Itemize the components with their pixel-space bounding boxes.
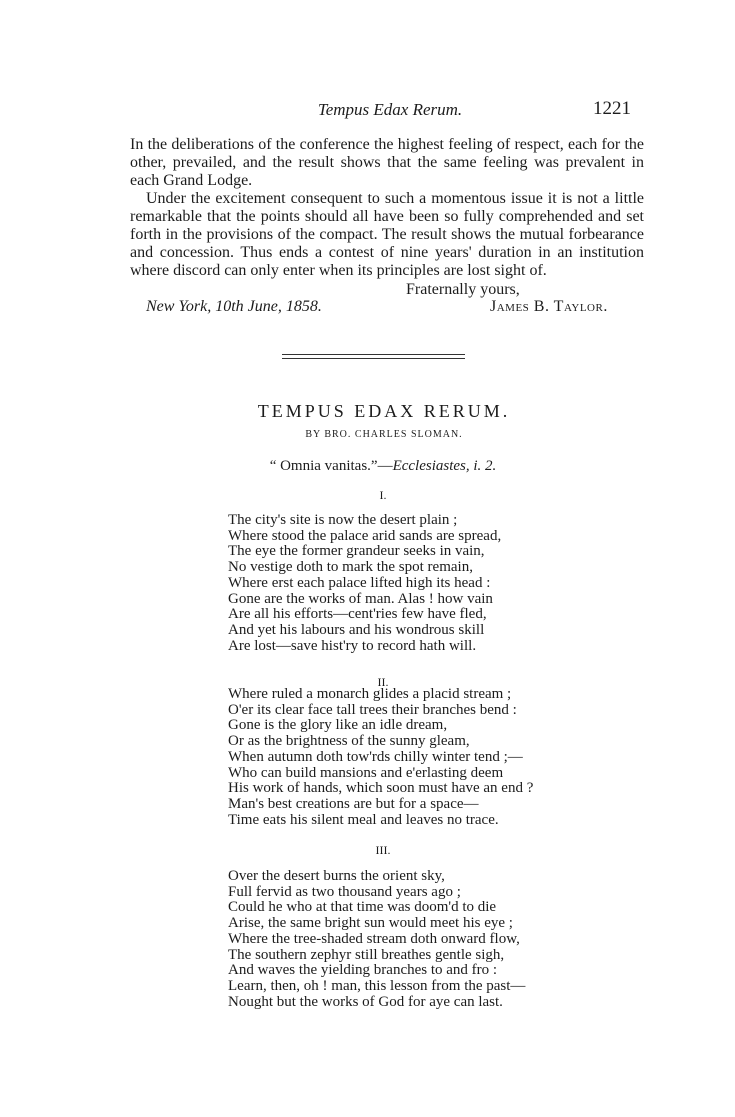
section-divider-bottom [282,358,465,359]
poem-line: Could he who at that time was doom'd to die [228,899,497,916]
epigraph-quote: “ Omnia vanitas.”— [269,458,393,474]
poem-line: Are all his efforts—cent'ries few have fled, [228,606,487,623]
letter-closing: Fraternally yours, [406,281,520,298]
poem-title: TEMPUS EDAX RERUM. [257,401,511,421]
stanza-3 [228,869,608,1010]
poem-line: And waves the yielding branches to and fro : [228,962,498,979]
letter-paragraph-2: Under the excitement consequent to such a momentous issue it is not a little remarkable that the points should all have been so fully comprehended and set forth in the provisions of the compact. The result shows the mutual forbearance and concession. Thus ends a contest of nine years' duration in an institution where discord can only enter when its principles are lost sight of. [130,190,644,279]
poem-line: Where erst each palace lifted high its head : [228,574,491,591]
stanza-2 [228,687,608,828]
poem-line: Learn, then, oh ! man, this lesson from the past— [228,977,526,994]
poem-line: No vestige doth to mark the spot remain, [228,559,473,576]
poem-line: Gone is the glory like an idle dream, [228,717,448,734]
poem-line: O'er its clear face tall trees their branches bend : [228,701,517,718]
stanza-numeral: I. [379,488,387,502]
letter-body [130,136,644,280]
poem-epigraph [0,458,735,475]
poem-line: Where the tree-shaded stream doth onward flow, [228,930,520,947]
stanza-numeral: III. [375,843,391,857]
poem-line: Over the desert burns the orient sky, [228,868,445,884]
poem-line: The city's site is now the desert plain ; [228,512,458,528]
letter-place-date: New York, 10th June, 1858. [146,298,322,315]
poem-line: And yet his labours and his wondrous skill [228,621,485,638]
poem-line: Where stood the palace arid sands are spread, [228,527,502,544]
poem-line: Are lost—save hist'ry to record hath will. [228,637,477,654]
poem-line: His work of hands, which soon must have an end ? [228,780,534,797]
poem-line: Or as the brightness of the sunny gleam, [228,733,470,750]
poem-line: Full fervid as two thousand years ago ; [228,883,461,900]
poem-line: Where ruled a monarch glides a placid stream ; [228,686,512,702]
poem-line: Gone are the works of man. Alas ! how vain [228,590,493,607]
page-number: 1221 [593,98,631,119]
running-title: Tempus Edax Rerum. [317,100,463,119]
stanza-1 [228,513,608,654]
poem-line: The southern zephyr still breathes gentle sigh, [228,946,505,963]
letter-signature: James B. Taylor. [490,298,608,315]
poem-byline: BY BRO. CHARLES SLOMAN. [305,429,463,440]
epigraph-source: Ecclesiastes, i. 2. [392,458,497,474]
poem-line: When autumn doth tow'rds chilly winter tend ;— [228,748,523,765]
poem-line: The eye the former grandeur seeks in vain, [228,543,485,560]
poem-line: Arise, the same bright sun would meet his eye ; [228,915,513,932]
letter-paragraph-1: In the deliberations of the conference the highest feeling of respect, each for the other, prevailed, and the result shows that the same feeling was prevalent in each Grand Lodge. [130,136,644,189]
poem-line: Man's best creations are but for a space— [228,795,479,812]
stanza-numeral: II. [377,675,389,689]
poem-line: Nought but the works of God for aye can last. [228,993,503,1010]
section-divider-top [282,354,465,355]
poem-line: Time eats his silent meal and leaves no trace. [228,811,499,828]
poem-line: Who can build mansions and e'erlasting deem [228,764,504,781]
